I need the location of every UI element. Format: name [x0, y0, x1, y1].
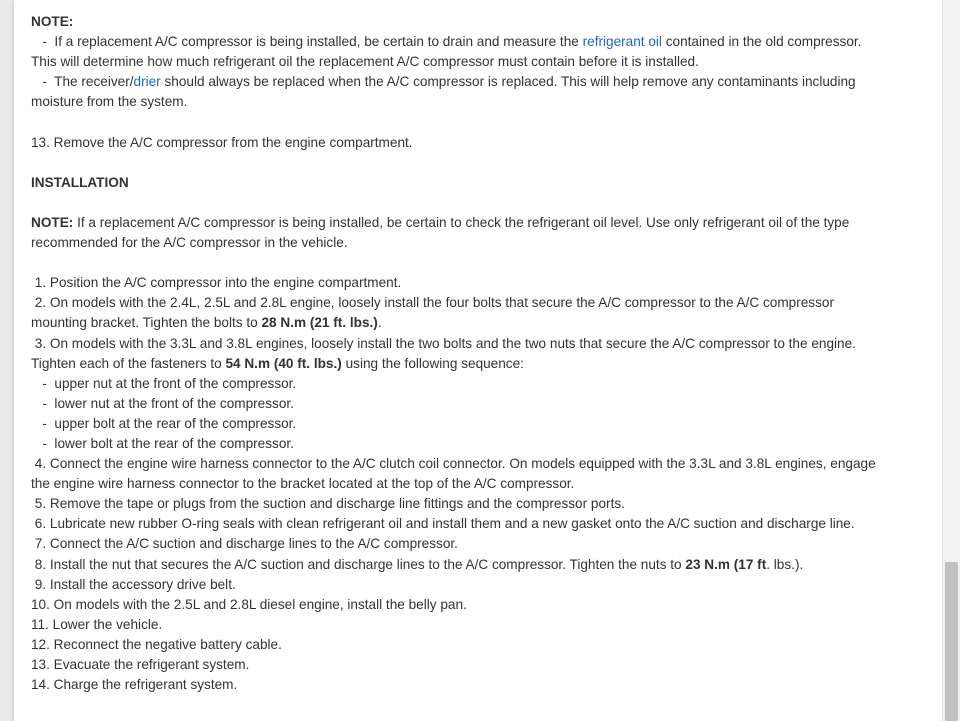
- install-step-12: 12. Reconnect the negative battery cable.: [31, 636, 282, 652]
- note-heading: NOTE:: [31, 14, 74, 29]
- blank-line: [31, 153, 921, 173]
- step-text: . lbs.).: [766, 556, 804, 572]
- install-step-11: 11. Lower the vehicle.: [31, 616, 163, 632]
- installation-note: [31, 213, 921, 233]
- torque-spec: 23 N.m (17 ft: [685, 556, 767, 572]
- step-text: .: [377, 315, 382, 331]
- note-bullet: [31, 32, 921, 52]
- install-step-13: 13. Evacuate the refrigerant system.: [31, 657, 250, 672]
- install-step-3: 3. On models with the 3.3L and 3.8L engines, loosely install the two bolts and the two nuts that secure the A/C compressor to the engine.: [31, 335, 856, 351]
- torque-spec: 28 N.m (21 ft. lbs.): [261, 315, 378, 331]
- drier-link[interactable]: drier: [133, 74, 161, 90]
- note-bullet-text: should always be replaced when the A/C compressor is replaced. This will help remove any contaminants including: [160, 74, 856, 90]
- install-step-9: 9. Install the accessory drive belt.: [31, 576, 236, 592]
- step-text: 8. Install the nut that secures the A/C suction and discharge lines to the A/C compressor. Tighten the nuts to: [31, 556, 686, 572]
- vertical-scrollbar[interactable]: [942, 0, 960, 721]
- install-step-14: 14. Charge the refrigerant system.: [31, 677, 238, 693]
- removal-step-13: 13. Remove the A/C compressor from the engine compartment.: [31, 134, 413, 150]
- install-step-7: 7. Connect the A/C suction and discharge lines to the A/C compressor.: [31, 536, 458, 552]
- blank-line: [31, 193, 921, 213]
- document-body: [31, 12, 921, 695]
- install-step-3-continuation: [31, 354, 921, 374]
- installation-note-continuation: recommended for the A/C compressor in the vehicle.: [31, 235, 348, 251]
- sequence-item: - lower nut at the front of the compressor.: [31, 395, 294, 411]
- install-step-8: [31, 555, 921, 575]
- install-step-4-continuation: the engine wire harness connector to the bracket located at the top of the A/C compressor.: [31, 476, 575, 492]
- step-text: mounting bracket. Tighten the bolts to: [31, 315, 262, 331]
- scrollbar-thumb[interactable]: [945, 562, 958, 721]
- installation-note-label: NOTE:: [31, 214, 74, 230]
- note-bullet-text: - The receiver/: [31, 74, 134, 90]
- step-text: using the following sequence:: [341, 355, 524, 371]
- document-card: [14, 0, 942, 721]
- install-step-4: 4. Connect the engine wire harness connector to the A/C clutch coil connector. On models equipped with the 3.3L and 3.8L engines, engage: [31, 456, 876, 472]
- install-step-10: 10. On models with the 2.5L and 2.8L diesel engine, install the belly pan.: [31, 596, 467, 612]
- refrigerant-oil-link[interactable]: refrigerant oil: [582, 34, 662, 50]
- blank-line: [31, 112, 921, 132]
- install-step-5: 5. Remove the tape or plugs from the suction and discharge line fittings and the compressor ports.: [31, 496, 625, 512]
- install-step-2: 2. On models with the 2.4L, 2.5L and 2.8L engine, loosely install the four bolts that secure the A/C compressor to the A/C compressor: [31, 295, 834, 311]
- sequence-item: - lower bolt at the rear of the compressor.: [31, 435, 294, 451]
- torque-spec: 54 N.m (40 ft. lbs.): [225, 355, 342, 371]
- note-bullet-text: contained in the old compressor.: [661, 34, 862, 50]
- sequence-item: - upper bolt at the rear of the compressor.: [31, 415, 297, 431]
- installation-heading: INSTALLATION: [31, 174, 129, 190]
- step-text: Tighten each of the fasteners to: [31, 355, 226, 371]
- blank-line: [31, 253, 921, 273]
- sequence-item: - upper nut at the front of the compressor.: [31, 375, 297, 391]
- install-step-2-continuation: [31, 313, 921, 333]
- note-bullet-text: - If a replacement A/C compressor is being installed, be certain to drain and measure the: [31, 34, 583, 50]
- install-step-1: 1. Position the A/C compressor into the engine compartment.: [31, 275, 402, 291]
- note-bullet-continuation: moisture from the system.: [31, 94, 188, 110]
- note-bullet-continuation: This will determine how much refrigerant oil the replacement A/C compressor must contain before it is installed.: [31, 54, 699, 70]
- installation-note-text: If a replacement A/C compressor is being installed, be certain to check the refrigerant oil level. Use only refrigerant oil of the type: [73, 214, 850, 230]
- note-bullet: [31, 72, 921, 92]
- install-step-6: 6. Lubricate new rubber O-ring seals with clean refrigerant oil and install them and a new gasket onto the A/C suction and discharge line.: [31, 516, 855, 532]
